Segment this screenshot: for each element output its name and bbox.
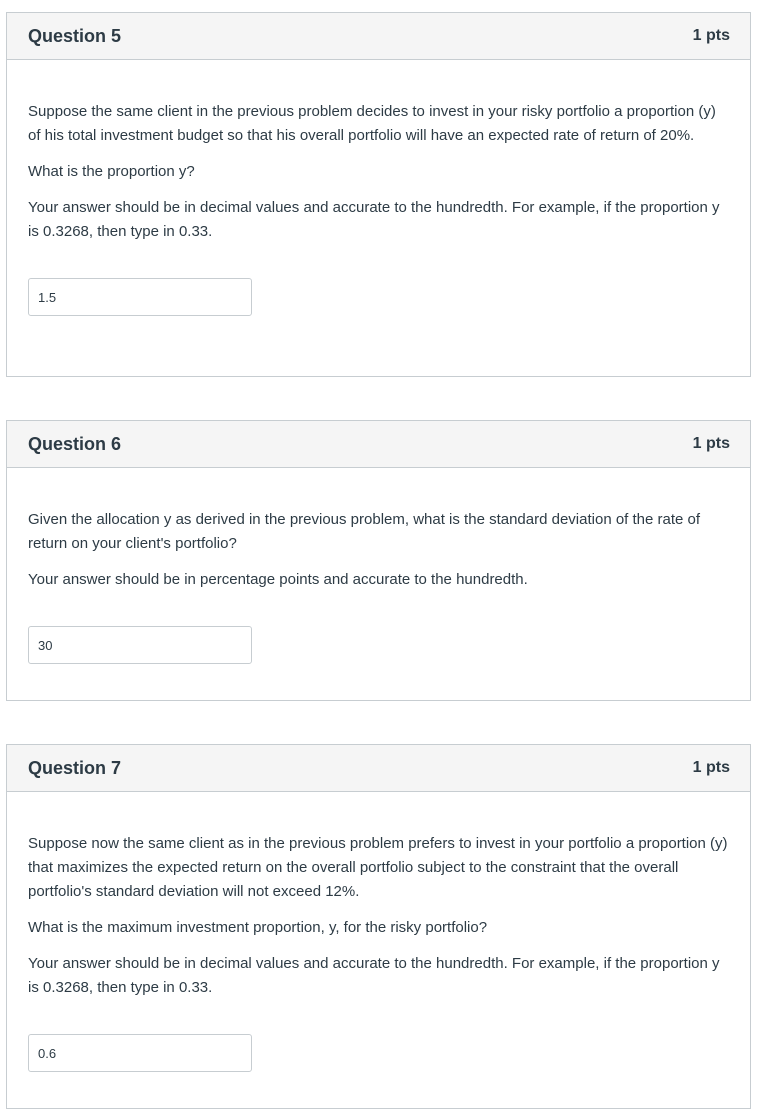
- question-title: Question 7: [28, 757, 122, 778]
- question-header: [7, 745, 750, 792]
- question-header: [7, 421, 750, 468]
- question-body: [7, 792, 750, 1072]
- question-text: Your answer should be in percentage points and accurate to the hundredth.: [28, 571, 528, 588]
- question-points: 1 pts: [692, 435, 730, 452]
- question-text: Your answer should be in decimal values and accurate to the hundredth. For example, if the proportion y is 0.3268, then type in 0.33.: [28, 199, 720, 240]
- question-body: [7, 60, 750, 316]
- question-points: 1 pts: [692, 759, 730, 776]
- question-text: Your answer should be in decimal values and accurate to the hundredth. For example, if the proportion y is 0.3268, then type in 0.33.: [28, 955, 720, 996]
- question-points: 1 pts: [692, 27, 730, 44]
- question-6: [6, 420, 751, 701]
- answer-input[interactable]: [28, 626, 252, 664]
- question-7: [6, 744, 751, 1109]
- question-title: Question 6: [28, 433, 122, 454]
- question-5: [6, 12, 751, 377]
- answer-input[interactable]: [28, 278, 252, 316]
- question-text: What is the proportion y?: [28, 163, 195, 180]
- question-text: What is the maximum investment proportion, y, for the risky portfolio?: [28, 919, 488, 936]
- question-text: Given the allocation y as derived in the previous problem, what is the standard deviation of the rate of return on your client's portfolio?: [28, 511, 701, 552]
- question-text: Suppose the same client in the previous problem decides to invest in your risky portfolio a proportion (y) of his total investment budget so that his overall portfolio will have an expected rate of return of 20%.: [28, 103, 716, 144]
- question-title: Question 5: [28, 25, 122, 46]
- answer-input[interactable]: [28, 1034, 252, 1072]
- question-text: Suppose now the same client as in the previous problem prefers to invest in your portfolio a proportion (y) that maximizes the expected return on the overall portfolio subject to the constraint that the overall portfolio's standard deviation will not exceed 12%.: [28, 835, 728, 900]
- question-header: [7, 13, 750, 60]
- question-body: [7, 468, 750, 664]
